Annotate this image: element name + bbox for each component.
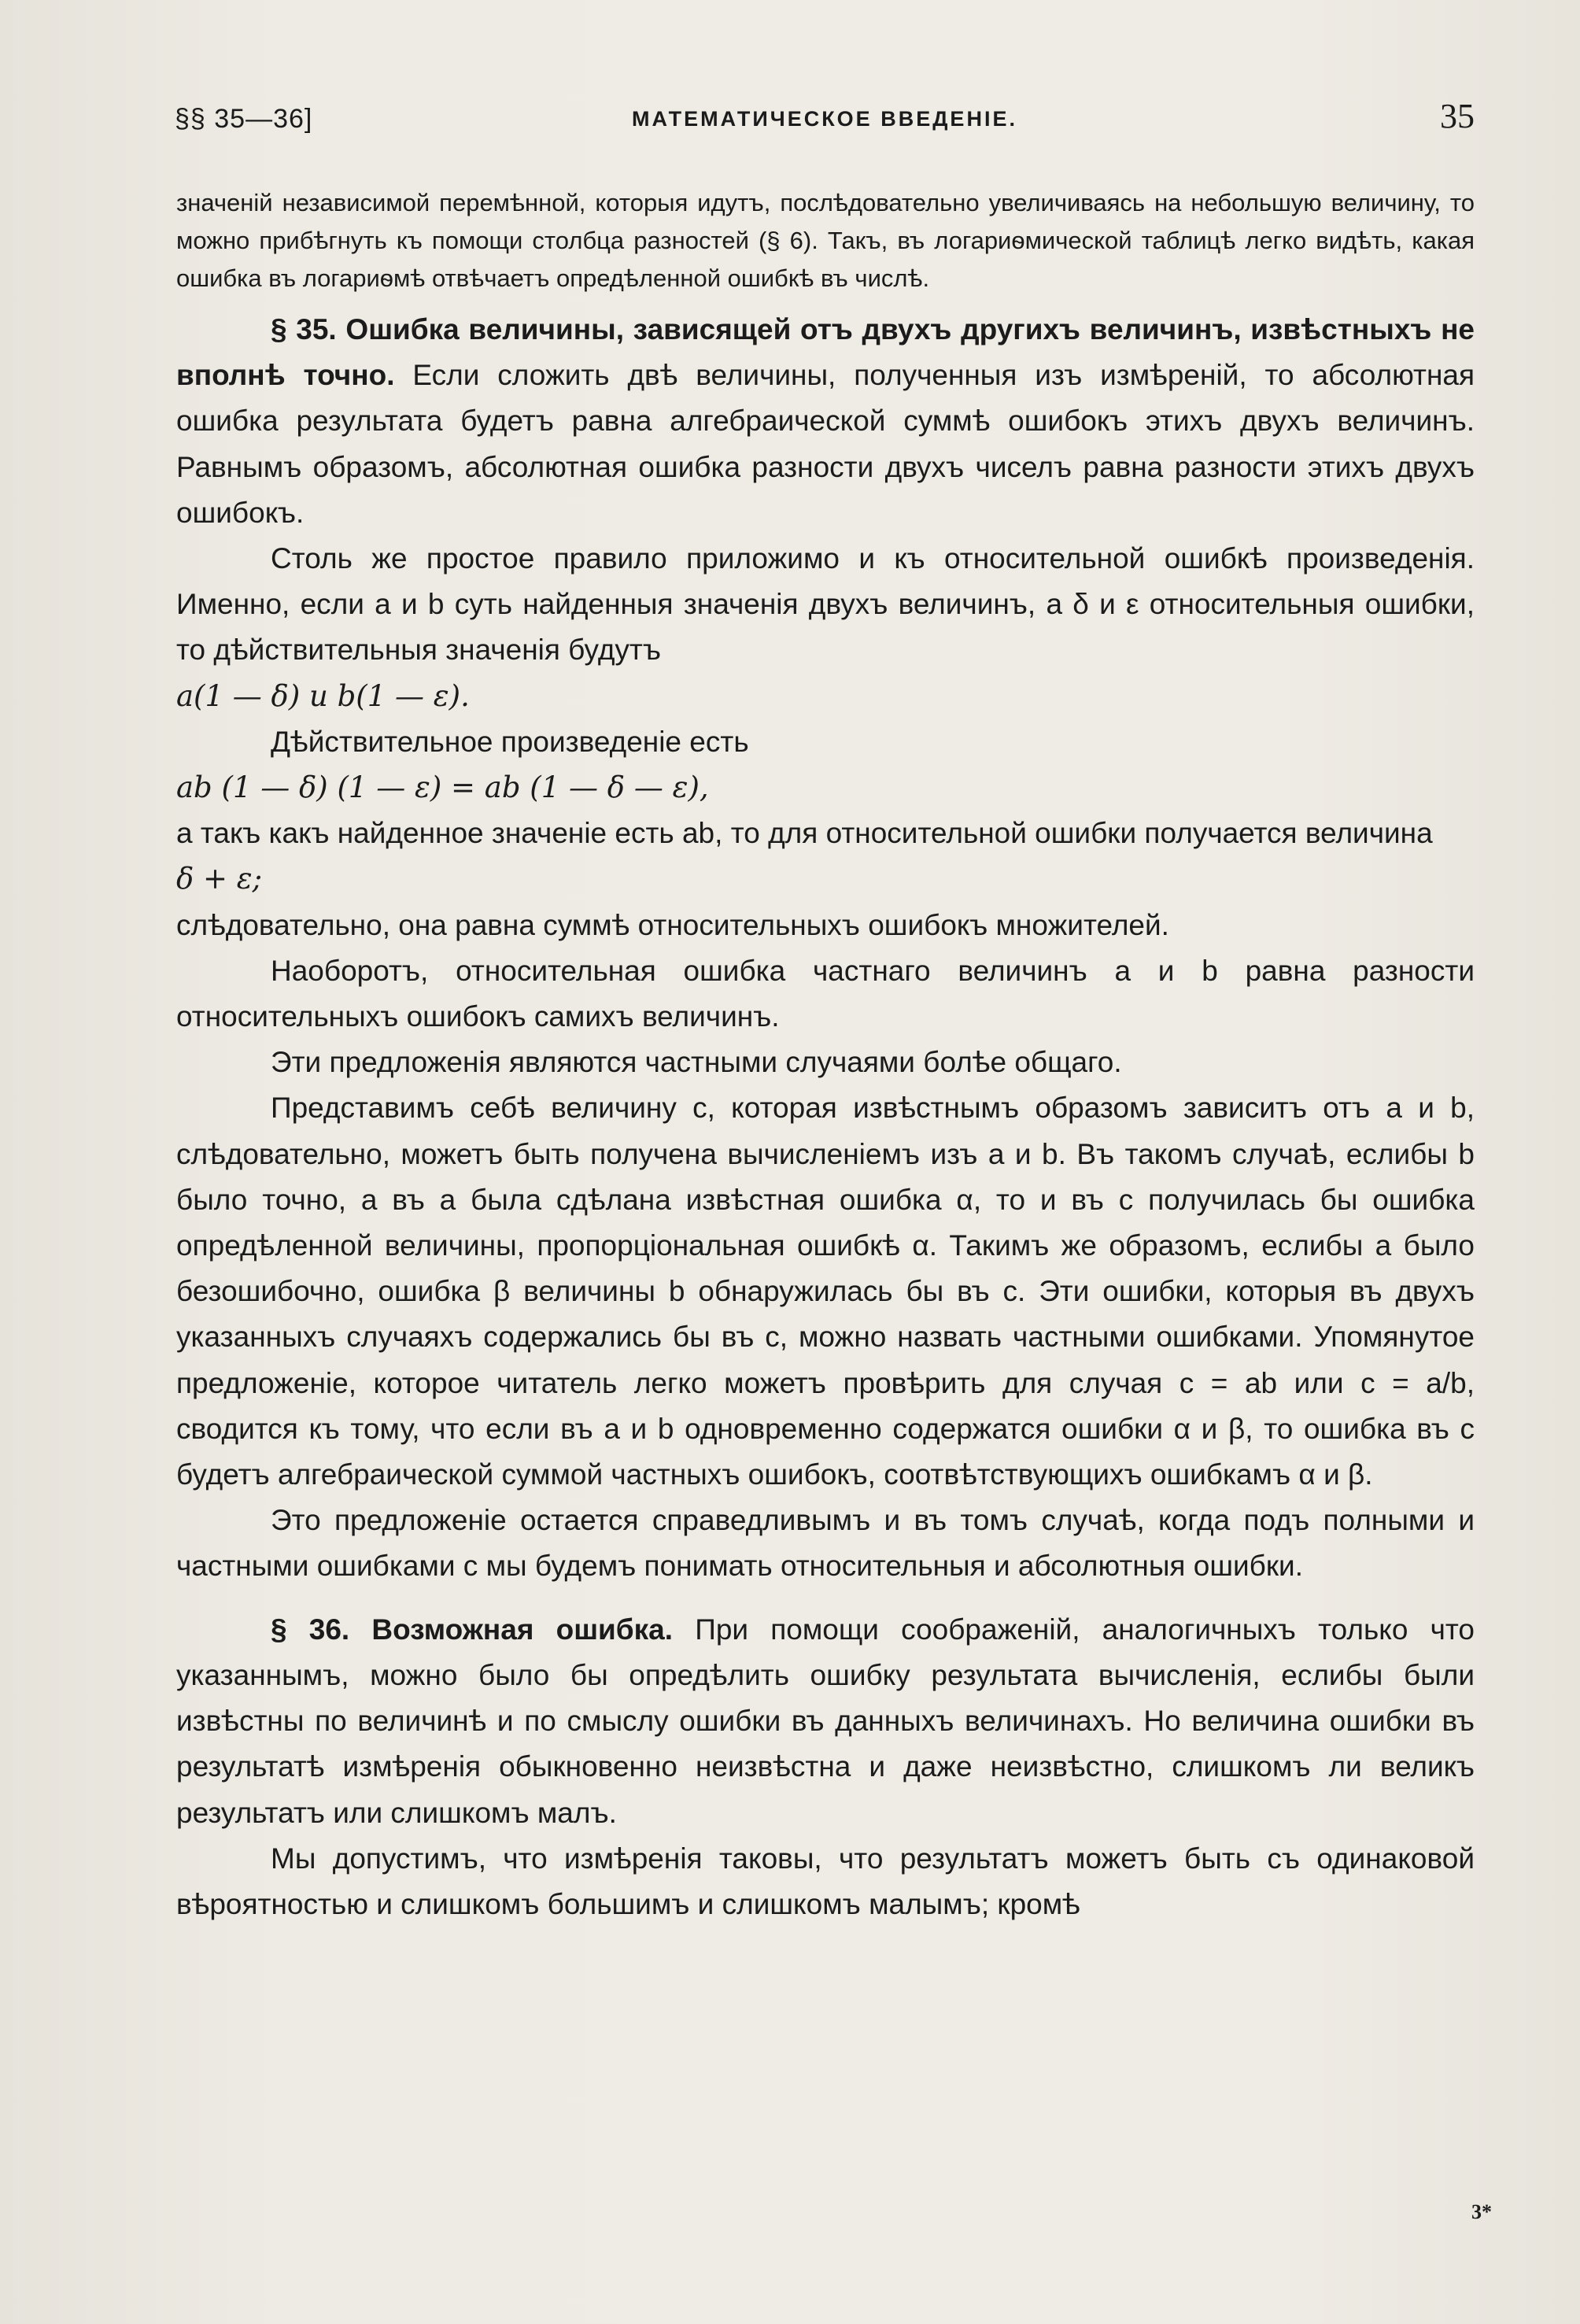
section-35-p1-text: Если сложить двѣ величины, полученныя изъ измѣреній, то абсолютная ошибка результата будетъ равна алгебраической суммѣ ошибокъ этихъ двухъ величинъ. Равнымъ образомъ, абсолютная ошибка разности двухъ чиселъ равна разности этихъ двухъ ошибокъ. (176, 359, 1475, 529)
formula-product: ab (1 — δ) (1 — ε) = ab (1 — δ — ε), (176, 770, 709, 805)
section-35-paragraph-9: Это предложеніе остается справедливымъ и въ томъ случаѣ, когда подъ полными и частными ошибками c мы будемъ понимать относительныя и абсолютныя ошибки. (176, 1504, 1475, 1583)
section-35-paragraph-2: Столь же простое правило приложимо и къ относительной ошибкѣ произведенія. Именно, если a и b суть найденныя значенія двухъ величинъ, а δ и ε относительныя ошибки, то дѣйствительныя значенія будутъ (176, 542, 1475, 667)
section-35-number: § 35. (271, 313, 337, 345)
section-35-paragraph-4: а такъ какъ найденное значеніе есть ab, то для относительной ошибки получается величина (176, 817, 1433, 850)
section-36-paragraph-2: Мы допустимъ, что измѣренія таковы, что результатъ можетъ быть съ одинаковой вѣроятностью и слишкомъ большимъ и слишкомъ малымъ; кромѣ (176, 1842, 1475, 1920)
section-36-title: Возможная ошибка. (371, 1613, 674, 1646)
page-body (176, 184, 1475, 1927)
section-35-paragraph-3: Дѣйствительное произведеніе есть (271, 725, 749, 758)
formula-actual-values: a(1 — δ) и b(1 — ε). (176, 678, 470, 713)
running-head (175, 93, 1475, 140)
section-35-paragraph-1 (176, 307, 1475, 536)
page-number: 35 (1440, 97, 1475, 135)
section-35-paragraph-6: Наоборотъ, относительная ошибка частнаго величинъ a и b равна разности относительныхъ ошибокъ самихъ величинъ. (176, 954, 1475, 1033)
section-36-p1-text: При помощи соображеній, аналогичныхъ только что указаннымъ, можно было бы опредѣлить ошибку результата вычисленія, еслибы были извѣстны по величинѣ и по смыслу ошибки въ данныхъ величинахъ. Но величина ошибки въ результатѣ измѣренія обыкновенно неизвѣстна и даже неизвѣстно, слишкомъ ли великъ результатъ или слишкомъ малъ. (176, 1613, 1475, 1829)
printer-signature-mark: 3* (1471, 2200, 1492, 2223)
section-range: §§ 35—36] (175, 104, 313, 134)
section-36 (176, 1607, 1475, 1927)
section-35-paragraph-7: Эти предложенія являются частными случаями болѣе общаго. (271, 1046, 1122, 1079)
chapter-title: МАТЕМАТИЧЕСКОЕ ВВЕДЕНІЕ. (632, 107, 1017, 131)
section-gap (176, 1590, 1475, 1607)
continuation-paragraph: значеній независимой перемѣнной, которыя идутъ, послѣдовательно увеличиваясь на небольшую величину, то можно прибѣгнуть къ помощи столбца разностей (§ 6). Такъ, въ логариѳмической таблицѣ легко видѣть, какая ошибка въ логариѳмѣ отвѣчаетъ опредѣленной ошибкѣ въ числѣ. (176, 189, 1475, 292)
section-36-paragraph-1 (176, 1607, 1475, 1836)
section-35-title: Ошибка величины, зависящей отъ двухъ другихъ величинъ, извѣстныхъ не вполнѣ точно. (176, 313, 1475, 392)
section-35-paragraph-5: слѣдовательно, она равна суммѣ относительныхъ ошибокъ множителей. (176, 908, 1169, 941)
section-36-number: § 36. (271, 1613, 350, 1646)
section-35 (176, 307, 1475, 1590)
formula-relative-error-sum: δ + ε; (176, 862, 263, 896)
section-35-paragraph-8: Представимъ себѣ величину c, которая извѣстнымъ образомъ зависитъ отъ a и b, слѣдовательно, можетъ быть получена вычисленіемъ изъ a и b. Въ такомъ случаѣ, еслибы b было точно, а въ a была сдѣлана извѣстная ошибка α, то и въ c получилась бы ошибка опредѣленной величины, пропорціональная ошибкѣ α. Такимъ же образомъ, еслибы a было безошибочно, ошибка β величины b обнаружилась бы въ c. Эти ошибки, которыя въ двухъ указанныхъ случаяхъ содержались бы въ c, можно назвать частными ошибками. Упомянутое предложеніе, которое читатель легко можетъ провѣрить для случая c = ab или c = a/b, сводится къ тому, что если въ a и b одновременно содержатся ошибки α и β, то ошибка въ c будетъ алгебраической суммой частныхъ ошибокъ, соотвѣтствующихъ ошибкамъ α и β. (176, 1092, 1475, 1491)
section-36-heading (271, 1613, 673, 1646)
